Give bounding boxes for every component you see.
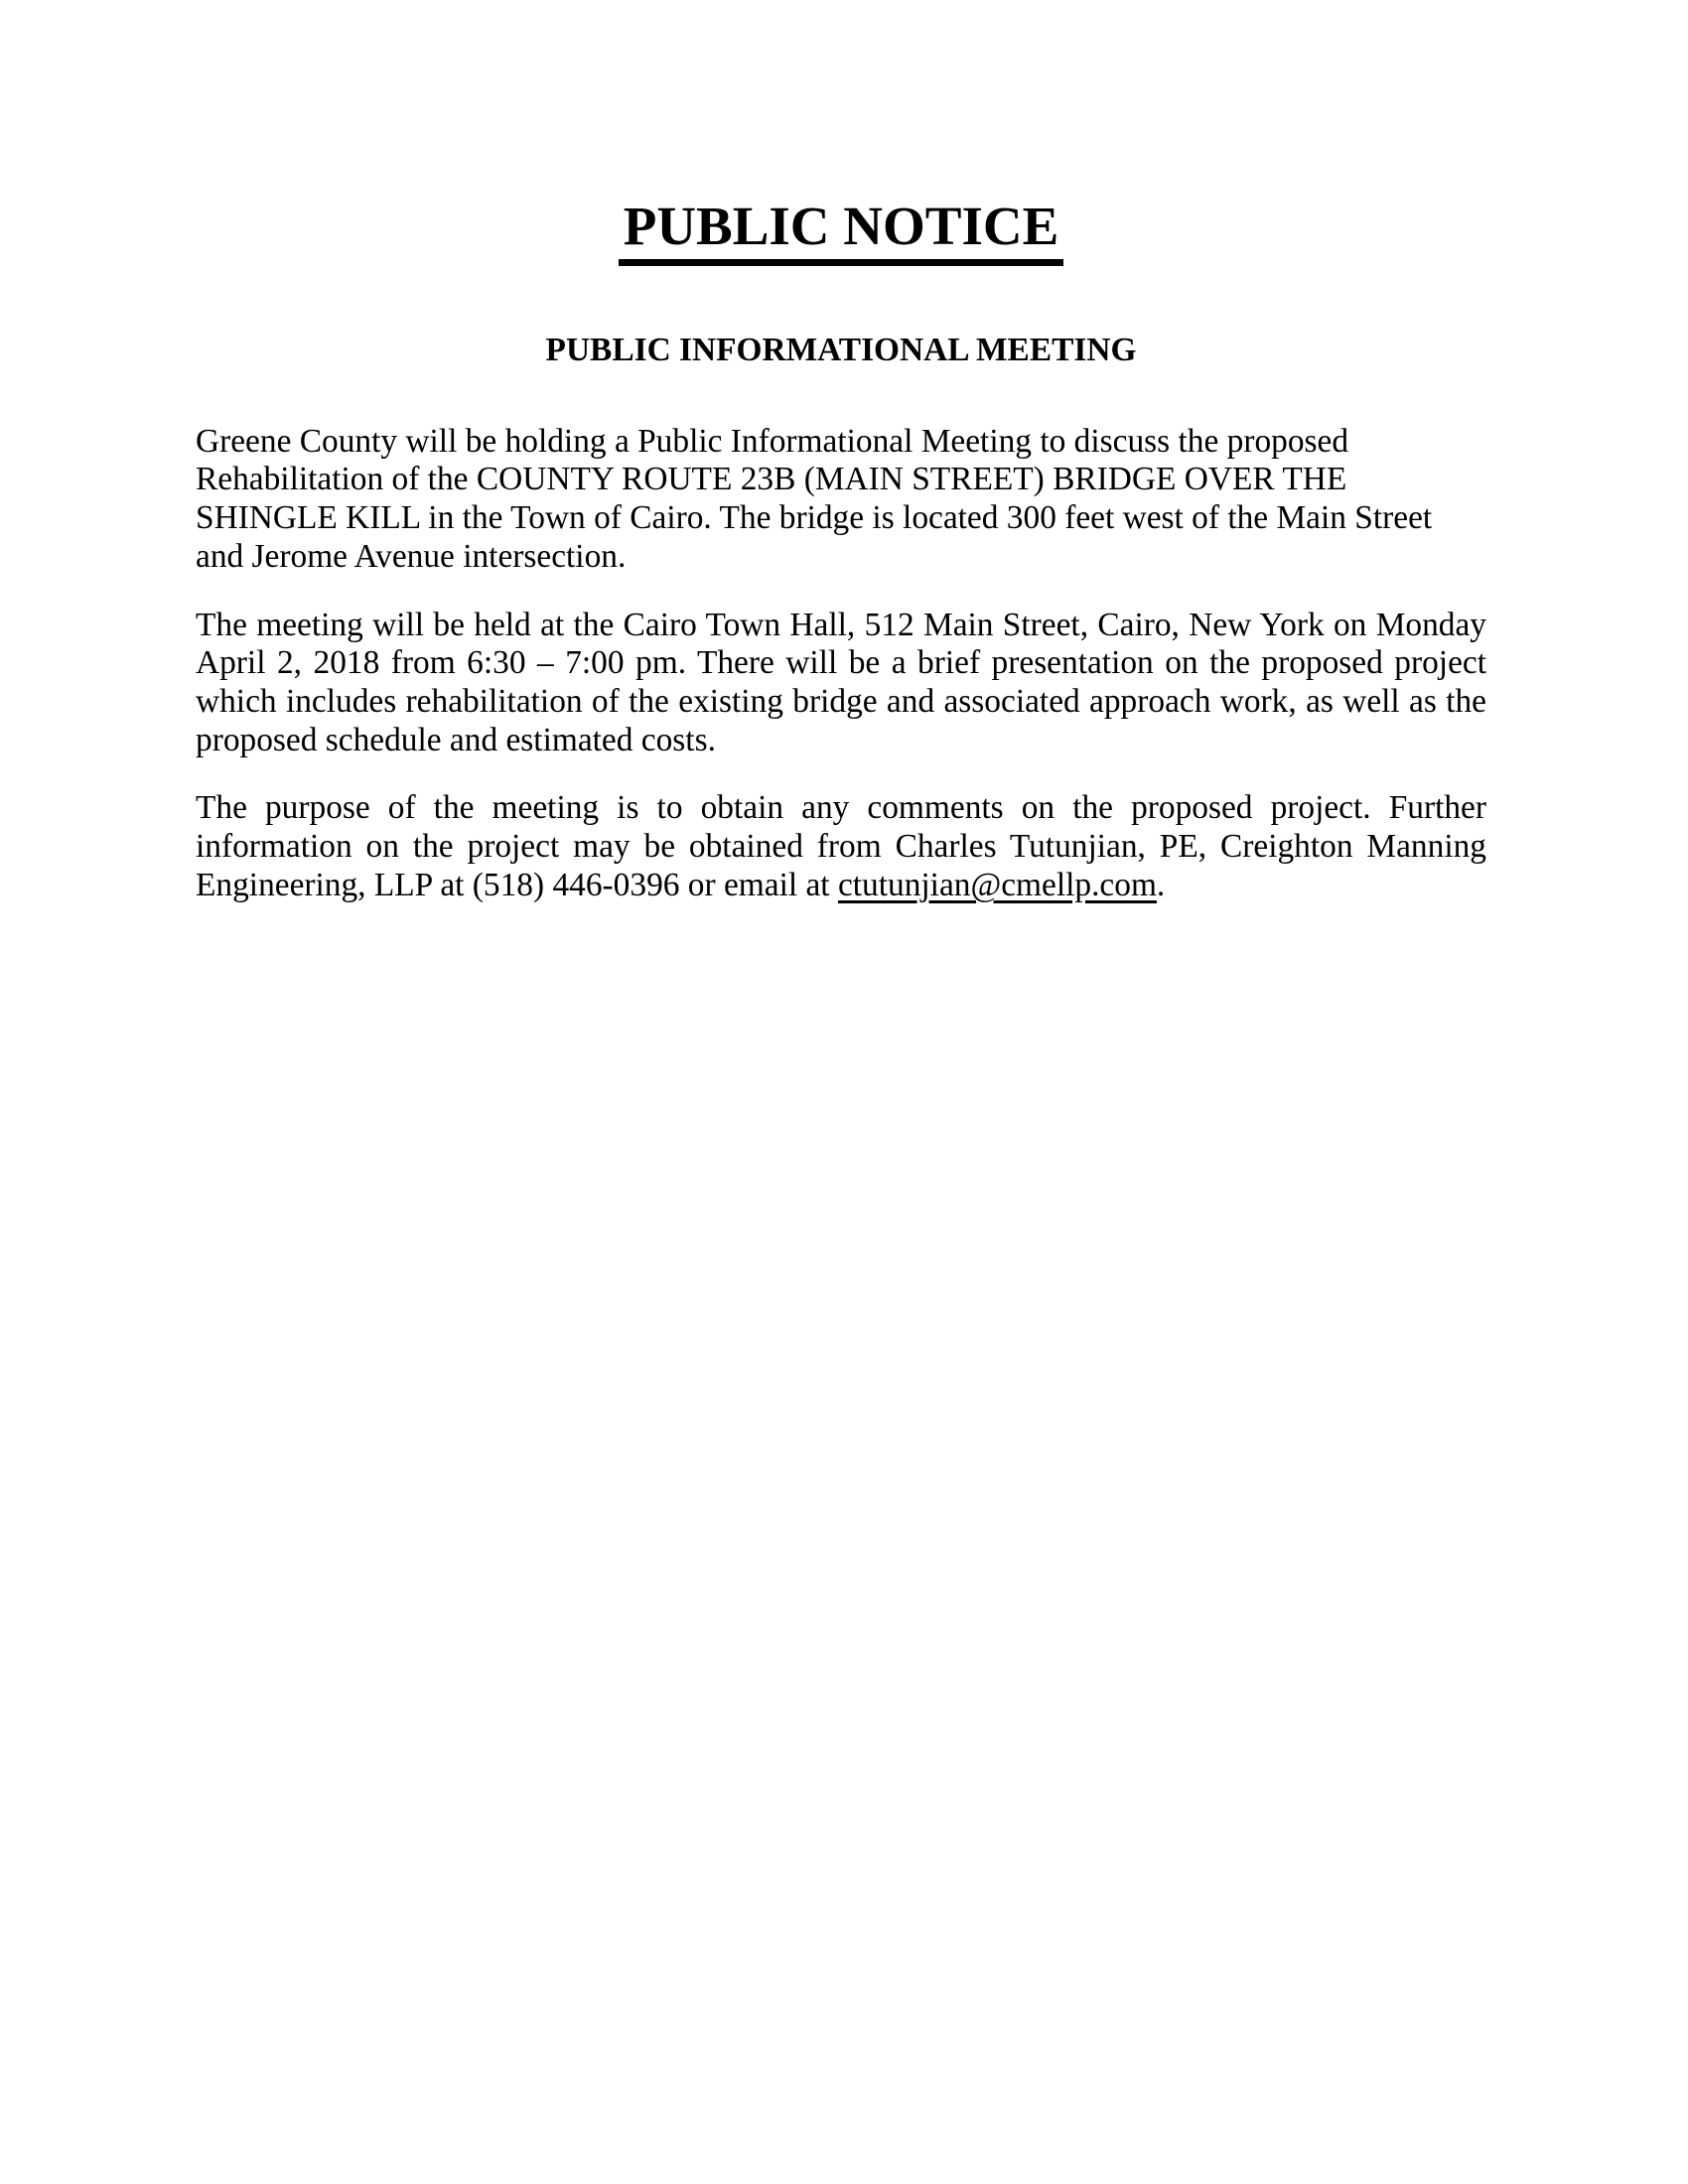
text-line: April 2, 2018 from 6:30 – 7:00 pm. There will be a brief presentation on the proposed project [196,644,1486,682]
document-content [196,0,1486,934]
text-line: and Jerome Avenue intersection. [196,537,627,575]
page-title: PUBLIC NOTICE [619,199,1064,266]
paragraph-3 [196,789,1486,904]
text-line: information on the project may be obtained from Charles Tutunjian, PE, Creighton Manning [196,828,1486,866]
paragraph-1 [196,423,1486,577]
title-block [196,196,1486,266]
text-line: which includes rehabilitation of the existing bridge and associated approach work, as well as the [196,682,1486,720]
text-line: The purpose of the meeting is to obtain any comments on the proposed project. Further [196,789,1486,827]
text-line: The meeting will be held at the Cairo Town Hall, 512 Main Street, Cairo, New York on Monday [196,606,1486,643]
text-line: Rehabilitation of the COUNTY ROUTE 23B (MAIN STREET) BRIDGE OVER THE [196,461,1347,498]
text-line: SHINGLE KILL in the Town of Cairo. The bridge is located 300 feet west of the Main Street [196,499,1433,537]
contact-text: Engineering, LLP at (518) 446-0396 or email at [196,866,838,903]
document-body [196,423,1486,905]
text-line: proposed schedule and estimated costs. [196,721,716,758]
paragraph-2 [196,607,1486,760]
sentence-period: . [1156,866,1166,903]
text-line: Greene County will be holding a Public Informational Meeting to discuss the proposed [196,422,1349,460]
text-line [196,867,1486,905]
section-heading: PUBLIC INFORMATIONAL MEETING [545,332,1137,368]
email-link[interactable]: ctutunjian@cmellp.com [837,866,1157,903]
